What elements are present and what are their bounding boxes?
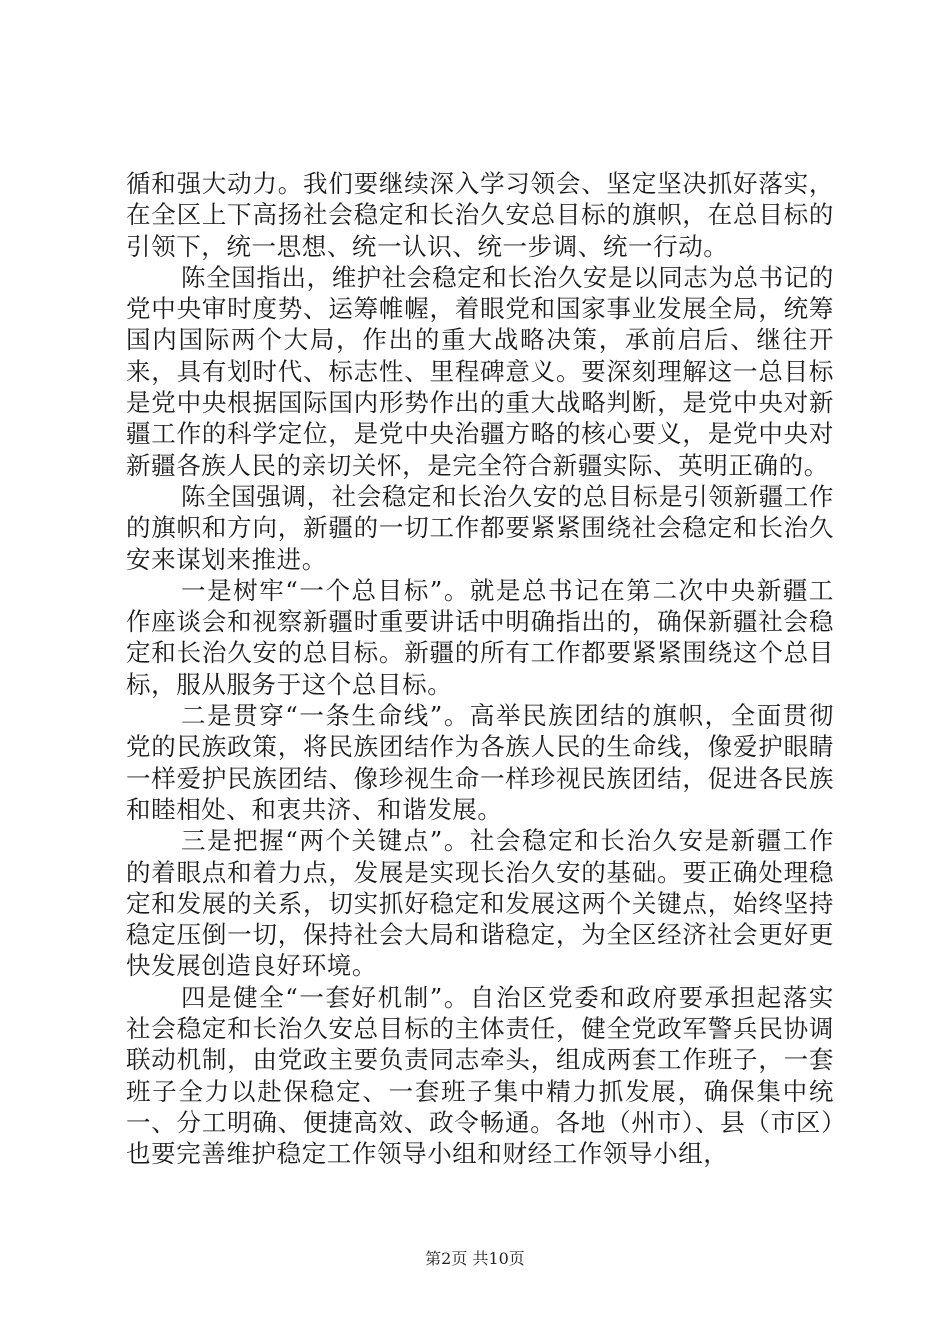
paragraph-4: 一是树牢“一个总目标”。就是总书记在第二次中央新疆工作座谈会和视察新疆时重要讲话中明确指出的，确保新疆社会稳定和长治久安的总目标。新疆的所有工作都要紧紧围绕这个总目标，服从服务于这个总目标。: [126, 575, 834, 699]
page-number-footer: 第2页 共10页: [425, 1249, 525, 1268]
paragraph-2: 陈全国指出，维护社会稳定和长治久安是以同志为总书记的党中央审时度势、运筹帷幄，着眼党和国家事业发展全局，统筹国内国际两个大局，作出的重大战略决策，承前启后、继往开来，具有划时代、标志性、里程碑意义。要深刻理解这一总目标是党中央根据国际国内形势作出的重大战略判断，是党中央对新疆工作的科学定位，是党中央治疆方略的核心要义，是党中央对新疆各族人民的亲切关怀，是完全符合新疆实际、英明正确的。: [126, 262, 834, 480]
paragraph-7: 四是健全“一套好机制”。自治区党委和政府要承担起落实社会稳定和长治久安总目标的主体责任，健全党政军警兵民协调联动机制，由党政主要负责同志牵头，组成两套工作班子，一套班子全力以赴保稳定、一套班子集中精力抓发展，确保集中统一、分工明确、便捷高效、政令畅通。各地（州市）、县（市区）也要完善维护稳定工作领导小组和财经工作领导小组，: [126, 982, 834, 1169]
paragraph-6: 三是把握“两个关键点”。社会稳定和长治久安是新疆工作的着眼点和着力点，发展是实现长治久安的基础。要正确处理稳定和发展的关系，切实抓好稳定和发展这两个关键点，始终坚持稳定压倒一切，保持社会大局和谐稳定，为全区经济社会更好更快发展创造良好环境。: [126, 826, 834, 981]
document-body: [126, 168, 834, 1170]
paragraph-1: 循和强大动力。我们要继续深入学习领会、坚定坚决抓好落实，在全区上下高扬社会稳定和长治久安总目标的旗帜，在总目标的引领下，统一思想、统一认识、统一步调、统一行动。: [126, 169, 834, 261]
paragraph-5: 二是贯穿“一条生命线”。高举民族团结的旗帜，全面贯彻党的民族政策，将民族团结作为各族人民的生命线，像爱护眼睛一样爱护民族团结、像珍视生命一样珍视民族团结，促进各民族和睦相处、和衷共济、和谐发展。: [126, 701, 834, 824]
paragraph-3: 陈全国强调，社会稳定和长治久安的总目标是引领新疆工作的旗帜和方向，新疆的一切工作都要紧紧围绕社会稳定和长治久安来谋划来推进。: [126, 481, 834, 574]
